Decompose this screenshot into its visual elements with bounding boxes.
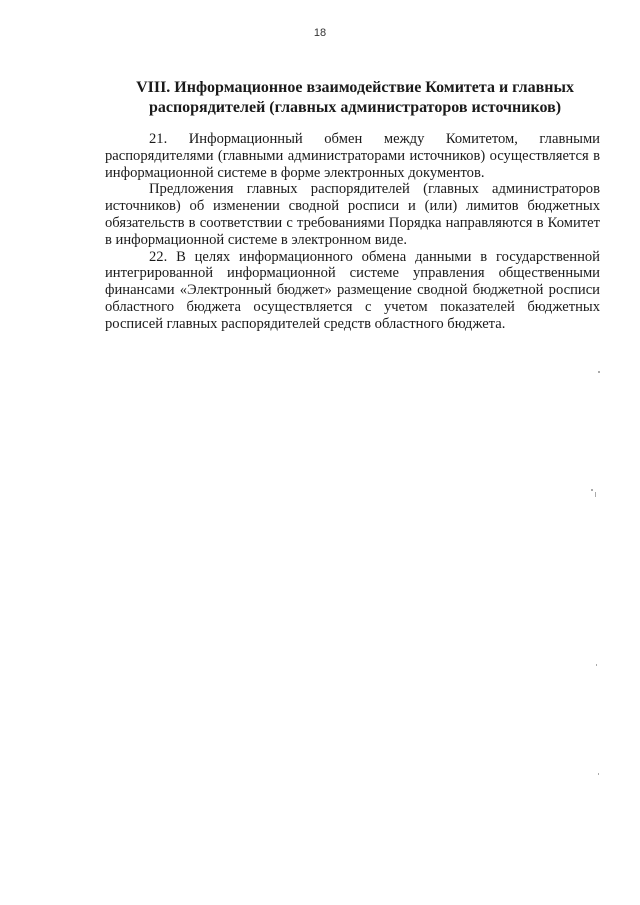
section-heading-line-2: распорядителей (главных администраторов источников)	[148, 99, 562, 116]
paragraph-21: 21. Информационный обмен между Комитетом, главными распорядителями (главными администраторами источников) осуществляется в информационной системе в форме электронных документов.	[105, 131, 600, 181]
scan-artifact-mark	[598, 371, 600, 373]
page-number: 18	[313, 27, 327, 39]
scan-artifact-mark	[595, 492, 596, 497]
body-text	[105, 131, 600, 333]
section-heading-line-1: VIII. Информационное взаимодействие Комитета и главных	[136, 79, 574, 96]
paragraph-22: 22. В целях информационного обмена данными в государственной интегрированной информационной системе управления общественными финансами «Электронный бюджет» размещение сводной бюджетной росписи областного бюджета осуществляется с учетом показателей бюджетных росписей главных распорядителей средств областного бюджета.	[105, 248, 600, 332]
paragraph-proposals: Предложения главных распорядителей (главных администраторов источников) об изменении сводной росписи и (или) лимитов бюджетных обязательств в соответствии с требованиями Порядка направляются в Комитет в информационной системе в электронном виде.	[105, 181, 600, 248]
scan-artifact-mark	[591, 489, 593, 491]
section-heading	[100, 78, 610, 118]
scan-artifact-mark	[596, 664, 597, 666]
scan-artifact-mark	[598, 773, 599, 775]
